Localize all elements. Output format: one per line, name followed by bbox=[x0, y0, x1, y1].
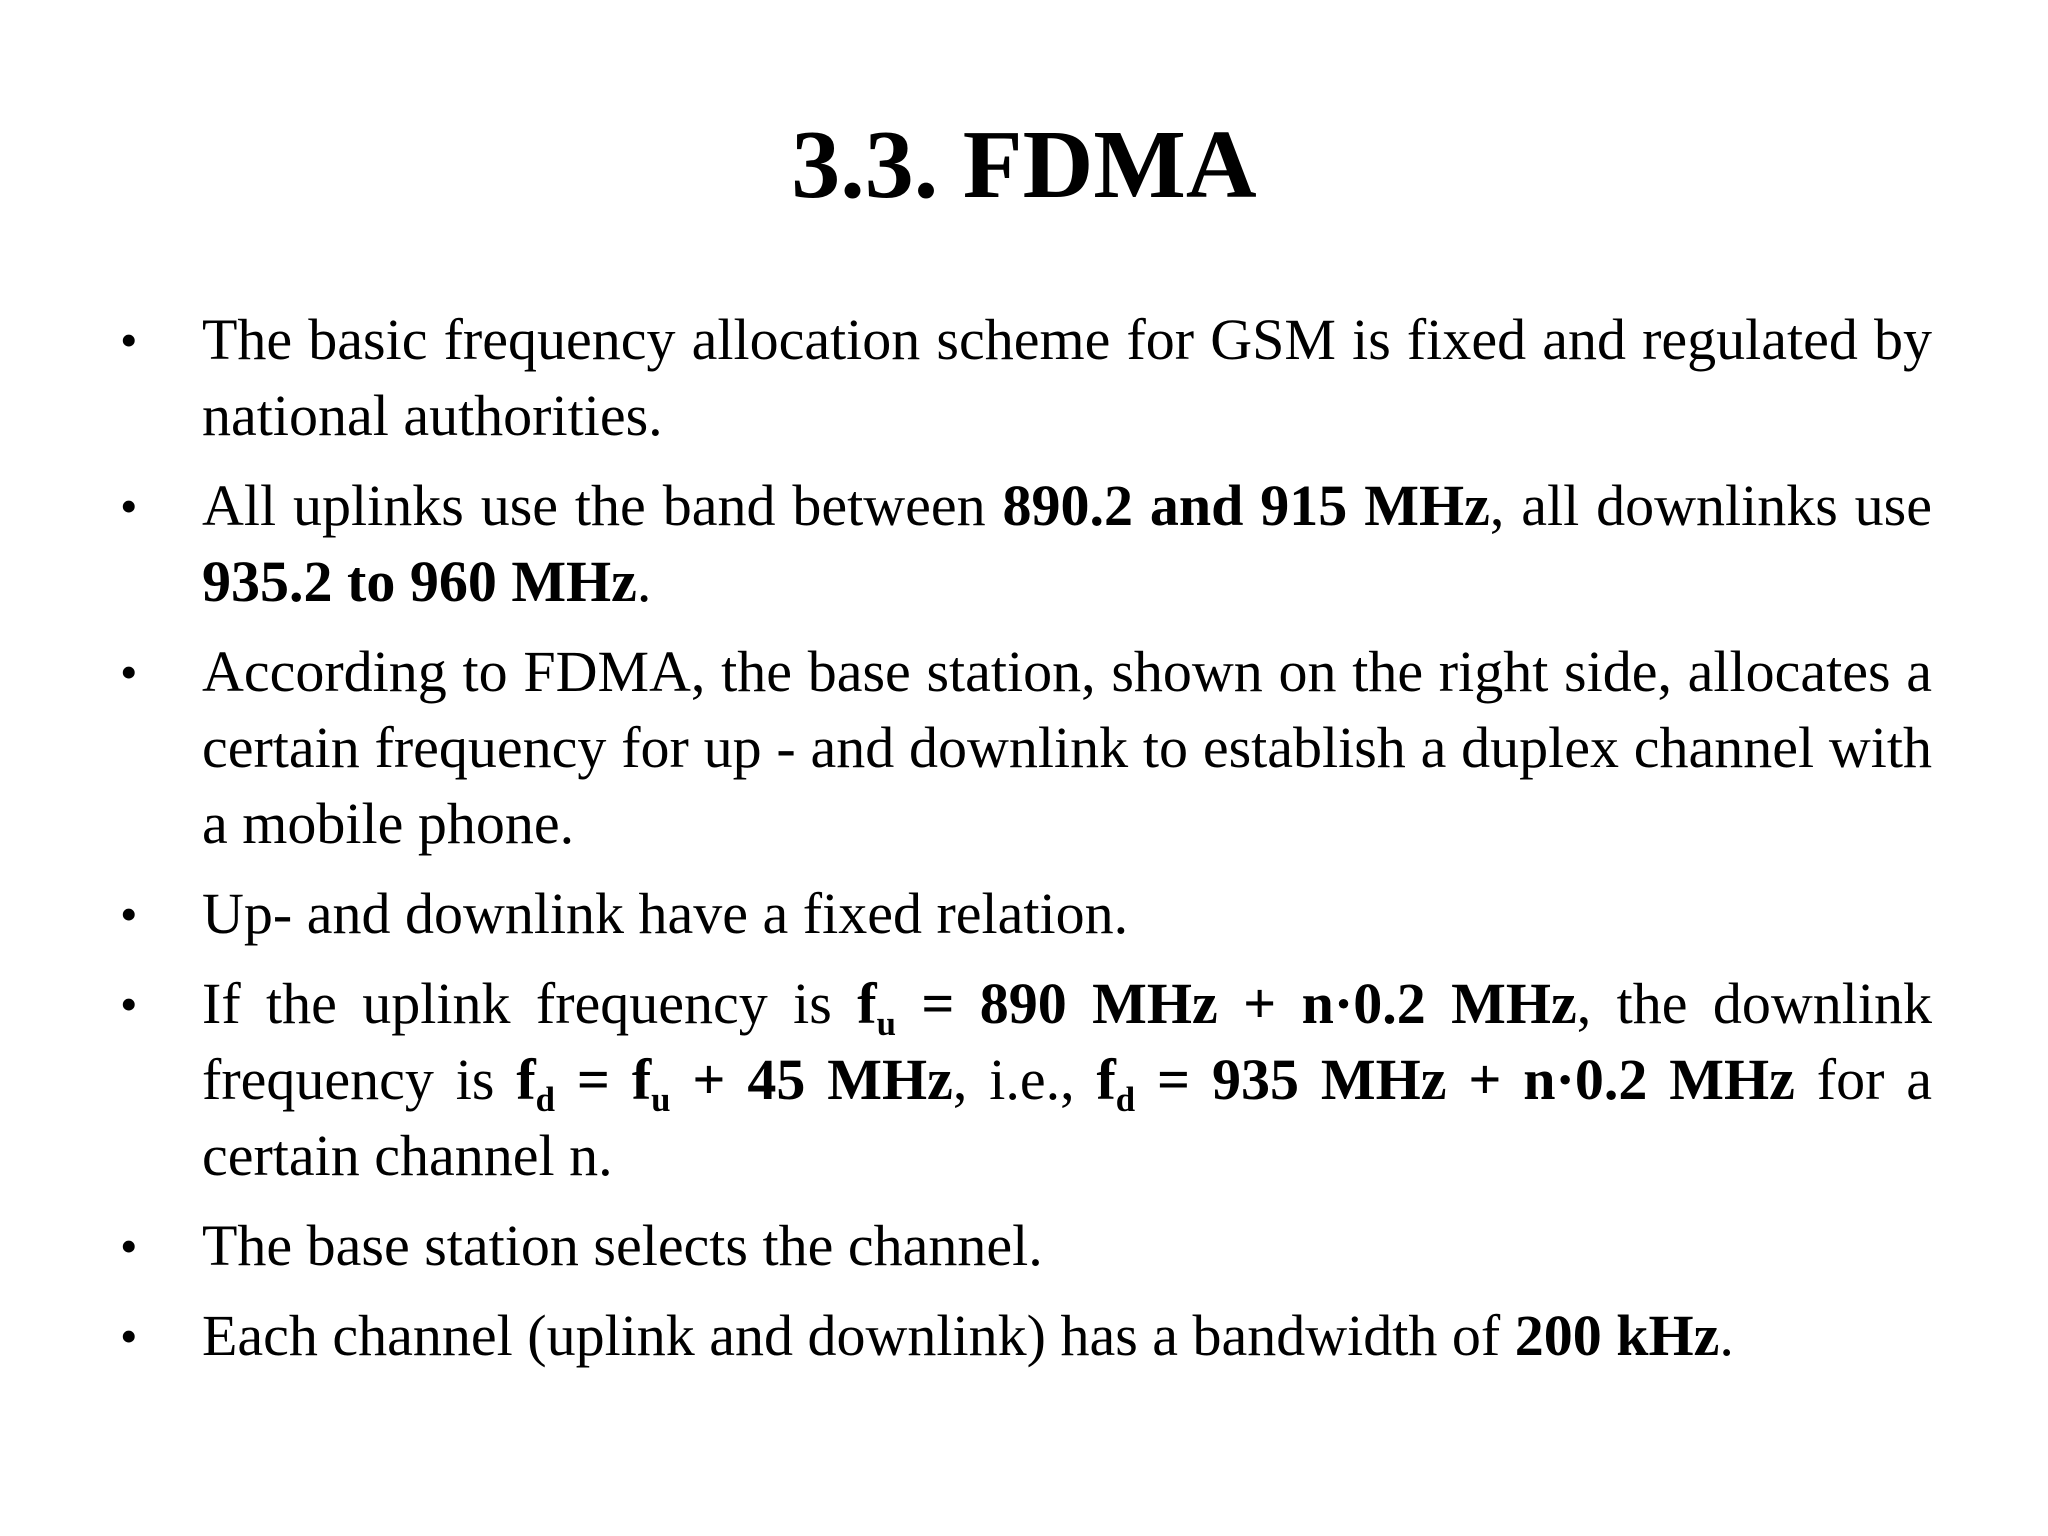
bullet-text bbox=[202, 1213, 1043, 1278]
text-segment: According to FDMA, the base station, shown on the right side, allocates a certain frequency for up - and downlink to establish a duplex channel with a mobile phone. bbox=[202, 639, 1932, 856]
bullet-item bbox=[120, 302, 1932, 454]
text-segment: Each channel (uplink and downlink) has a bandwidth of bbox=[202, 1303, 1515, 1368]
bullet-icon: • bbox=[120, 312, 138, 368]
bullet-item bbox=[120, 966, 1932, 1194]
bullet-text bbox=[202, 881, 1128, 946]
text-segment: , all downlinks use bbox=[1489, 473, 1932, 538]
text-segment: Up- and downlink have a fixed relation. bbox=[202, 881, 1129, 946]
bullet-text bbox=[202, 971, 1932, 1188]
bullet-icon: • bbox=[120, 644, 138, 700]
text-segment: . bbox=[1719, 1303, 1734, 1368]
bullet-text bbox=[202, 1303, 1734, 1368]
formula-segment: = 890 MHz + n·0.2 MHz bbox=[895, 971, 1577, 1036]
formula-segment: + 45 MHz bbox=[670, 1047, 953, 1112]
text-segment: If the uplink frequency is bbox=[202, 971, 858, 1036]
text-segment: , the downlink frequency is bbox=[202, 971, 1932, 1112]
text-segment: , i.e., bbox=[952, 1047, 1097, 1112]
bullet-list bbox=[120, 302, 1932, 1388]
text-segment: The basic frequency allocation scheme for GSM is fixed and regulated by national authorities. bbox=[202, 307, 1932, 448]
formula-subscript: d bbox=[1115, 1080, 1136, 1120]
bullet-item bbox=[120, 1208, 1932, 1284]
slide-title: 3.3. FDMA bbox=[791, 111, 1257, 219]
bullet-text bbox=[202, 307, 1932, 448]
text-segment: The base station selects the channel. bbox=[202, 1213, 1043, 1278]
text-segment: All uplinks use the band between bbox=[202, 473, 1003, 538]
formula-subscript: u bbox=[651, 1080, 671, 1120]
formula-symbol: f bbox=[857, 971, 877, 1036]
text-segment: . bbox=[636, 549, 652, 614]
formula-subscript: d bbox=[535, 1080, 556, 1120]
formula-symbol: f bbox=[1096, 1047, 1116, 1112]
bold-segment: 935.2 to 960 MHz bbox=[202, 549, 637, 614]
bullet-icon: • bbox=[120, 976, 138, 1032]
formula-symbol: f bbox=[516, 1047, 536, 1112]
text-segment: for a certain channel n. bbox=[202, 1047, 1933, 1188]
bullet-icon: • bbox=[120, 1218, 138, 1274]
bullet-text bbox=[202, 639, 1932, 856]
bullet-item bbox=[120, 634, 1932, 862]
bullet-item bbox=[120, 1298, 1932, 1374]
formula-segment: = f bbox=[555, 1047, 652, 1112]
bullet-icon: • bbox=[120, 478, 138, 534]
bold-segment: 890.2 and 915 MHz bbox=[1002, 473, 1490, 538]
formula-subscript: u bbox=[876, 1004, 896, 1044]
bullet-text bbox=[202, 473, 1932, 614]
bullet-icon: • bbox=[120, 1308, 138, 1364]
bullet-item bbox=[120, 468, 1932, 620]
formula-segment: = 935 MHz + n·0.2 MHz bbox=[1135, 1047, 1795, 1112]
bold-segment: 200 kHz bbox=[1514, 1303, 1720, 1368]
bullet-icon: • bbox=[120, 886, 138, 942]
bullet-item bbox=[120, 876, 1932, 952]
